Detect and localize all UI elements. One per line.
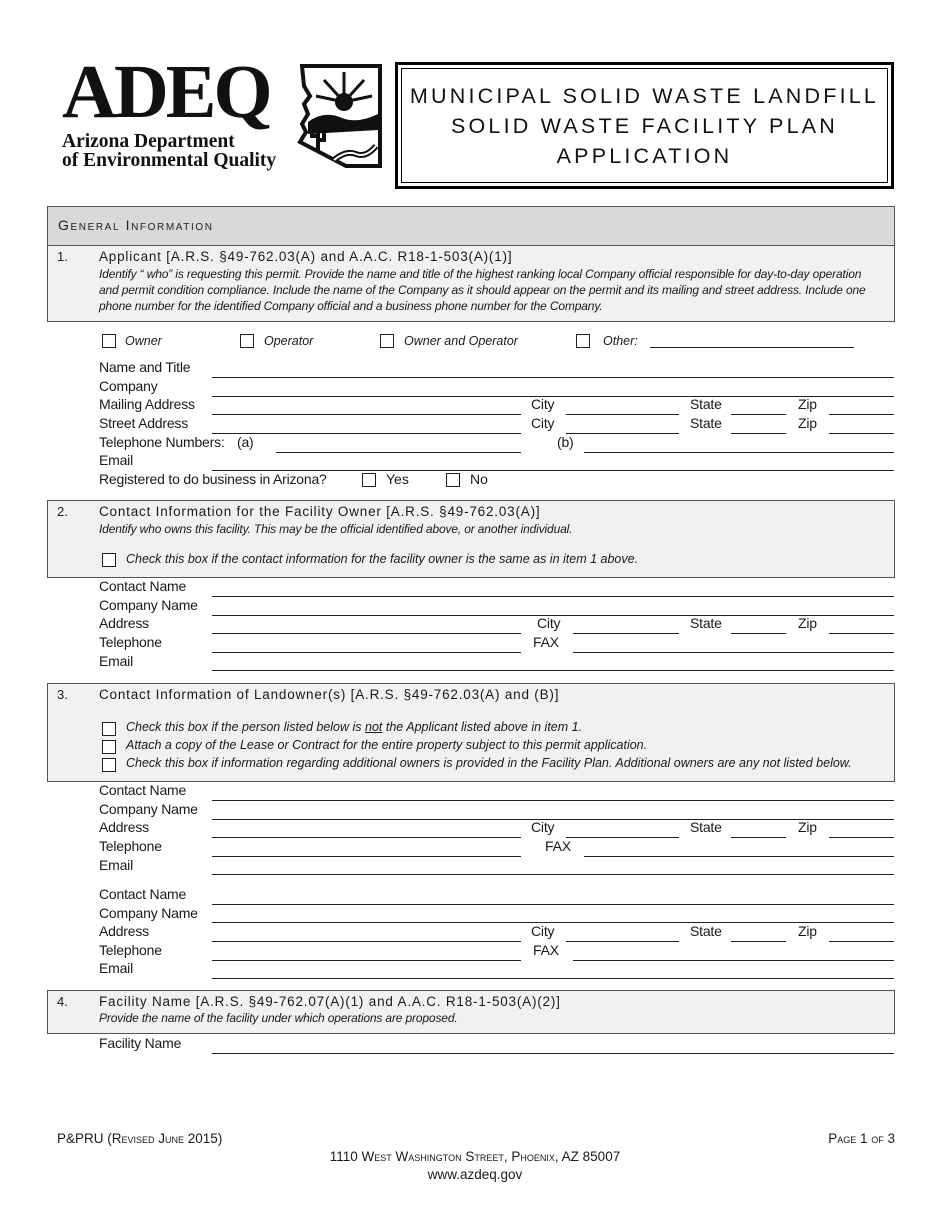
landowner1-address-label: Address — [99, 819, 149, 835]
landowner1-email-label: Email — [99, 857, 134, 873]
street-state-label: State — [690, 415, 722, 431]
arizona-emblem-icon — [294, 62, 384, 170]
landowner2-address-label: Address — [99, 923, 149, 939]
landowner1-zip-input[interactable] — [829, 837, 894, 838]
owner-same-checkbox[interactable] — [102, 553, 116, 567]
owner-checkbox[interactable] — [102, 334, 116, 348]
owner-state-label: State — [690, 615, 722, 631]
landowner2-email-label: Email — [99, 960, 134, 976]
owner-same-label: Check this box if the contact information for the facility owner is the same as in item 1 above. — [126, 552, 639, 566]
item-title: Facility Name [A.R.S. §49-762.07(A)(1) and A.A.C. R18-1-503(A)(2)] — [99, 994, 561, 1009]
owner-telephone-input[interactable] — [212, 652, 521, 653]
landowner1-state-input[interactable] — [731, 837, 786, 838]
landowner2-city-input[interactable] — [566, 941, 679, 942]
footer-address: 1110 West Washington Street, Phoenix, AZ 85007 — [329, 1149, 621, 1164]
footer-website[interactable]: www.azdeq.gov — [427, 1167, 523, 1182]
owner-email-input[interactable] — [212, 670, 894, 671]
item-1-box — [47, 245, 895, 322]
facility-name-label: Facility Name — [99, 1035, 182, 1051]
item-2-box — [47, 500, 895, 578]
owner-telephone-label: Telephone — [99, 634, 162, 650]
form-revision: P&PRU (Revised June 2015) — [57, 1131, 223, 1146]
landowner1-telephone-label: Telephone — [99, 838, 162, 854]
owner-zip-input[interactable] — [829, 633, 894, 634]
registered-no-label: No — [470, 471, 488, 487]
mailing-city-input[interactable] — [566, 414, 679, 415]
logo-line-2: of Environmental Quality — [62, 150, 277, 171]
item-3-box — [47, 683, 895, 782]
landowner2-city-label: City — [531, 923, 555, 939]
registered-label: Registered to do business in Arizona? — [99, 471, 327, 487]
landowner1-zip-label: Zip — [798, 819, 817, 835]
additional-owners-checkbox[interactable] — [102, 758, 116, 772]
facility-name-input[interactable] — [212, 1053, 894, 1054]
item-title: Contact Information of Landowner(s) [A.R.S. §49-762.03(A) and (B)] — [99, 687, 560, 702]
section-header-general-information: General Information — [47, 206, 895, 246]
title-line-1: MUNICIPAL SOLID WASTE LANDFILL — [409, 83, 880, 108]
mailing-zip-input[interactable] — [829, 414, 894, 415]
registered-yes-label: Yes — [386, 471, 409, 487]
item-instruction: Identify “ who” is requesting this permit. Provide the name and title of the highest ranking local Company official responsible for day-to-day operation and permit condition compliance. Include the name of the Company as it should appear on the permit and its mailing and street address. Include one phone number for the identified Company official and a business phone number for the Company. — [99, 267, 866, 313]
other-label: Other: — [603, 334, 638, 348]
operator-label: Operator — [264, 334, 314, 348]
owner-city-label: City — [537, 615, 561, 631]
owner-email-label: Email — [99, 653, 134, 669]
street-address-label: Street Address — [99, 415, 189, 431]
landowner2-state-input[interactable] — [731, 941, 786, 942]
landowner2-telephone-input[interactable] — [212, 960, 521, 961]
registered-no-checkbox[interactable] — [446, 473, 460, 487]
street-state-input[interactable] — [731, 433, 786, 434]
item-title: Applicant [A.R.S. §49-762.03(A) and A.A.C. R18-1-503(A)(1)] — [99, 249, 513, 264]
item-number: 1. — [57, 249, 68, 264]
landowner1-address-input[interactable] — [212, 837, 521, 838]
street-zip-input[interactable] — [829, 433, 894, 434]
owner-and-operator-checkbox[interactable] — [380, 334, 394, 348]
attach-lease-label: Attach a copy of the Lease or Contract for the entire property subject to this permit application. — [126, 738, 648, 752]
landowner2-zip-label: Zip — [798, 923, 817, 939]
owner-contact-name-input[interactable] — [212, 596, 894, 597]
other-checkbox[interactable] — [576, 334, 590, 348]
landowner2-contact-name-input[interactable] — [212, 904, 894, 905]
landowner1-city-input[interactable] — [566, 837, 679, 838]
landowner1-email-input[interactable] — [212, 874, 894, 875]
landowner2-zip-input[interactable] — [829, 941, 894, 942]
landowner2-address-input[interactable] — [212, 941, 521, 942]
landowner1-telephone-input[interactable] — [212, 856, 521, 857]
name-title-input[interactable] — [212, 377, 894, 378]
street-city-input[interactable] — [566, 433, 679, 434]
owner-address-input[interactable] — [212, 633, 521, 634]
telephone-a-input[interactable] — [276, 452, 521, 453]
item-number: 4. — [57, 994, 68, 1009]
landowner-not-applicant-label: Check this box if the person listed below is not the Applicant listed above in item 1. — [126, 720, 583, 734]
additional-owners-label: Check this box if information regarding additional owners is provided in the Facility Plan. Additional owners are any not listed below. — [126, 756, 852, 770]
owner-city-input[interactable] — [573, 633, 679, 634]
landowner1-city-label: City — [531, 819, 555, 835]
landowner1-state-label: State — [690, 819, 722, 835]
owner-address-label: Address — [99, 615, 149, 631]
telephone-a-label: (a) — [237, 434, 254, 450]
item-title: Contact Information for the Facility Owner [A.R.S. §49-762.03(A)] — [99, 504, 541, 519]
landowner2-telephone-label: Telephone — [99, 942, 162, 958]
telephone-b-input[interactable] — [584, 452, 894, 453]
item-instruction: Provide the name of the facility under which operations are proposed. — [99, 1011, 458, 1025]
telephone-numbers-label: Telephone Numbers: — [99, 434, 225, 450]
landowner2-state-label: State — [690, 923, 722, 939]
mailing-zip-label: Zip — [798, 396, 817, 412]
owner-zip-label: Zip — [798, 615, 817, 631]
item-4-box — [47, 990, 895, 1034]
mailing-state-input[interactable] — [731, 414, 786, 415]
mailing-address-input[interactable] — [212, 414, 521, 415]
street-city-label: City — [531, 415, 555, 431]
owner-fax-label: FAX — [533, 634, 559, 650]
logo-line-1: Arizona Department — [62, 131, 235, 152]
landowner2-email-input[interactable] — [212, 978, 894, 979]
landowner2-fax-input[interactable] — [573, 960, 894, 961]
other-input[interactable] — [650, 347, 854, 348]
owner-fax-input[interactable] — [573, 652, 894, 653]
registered-yes-checkbox[interactable] — [362, 473, 376, 487]
owner-and-operator-label: Owner and Operator — [404, 334, 518, 348]
street-zip-label: Zip — [798, 415, 817, 431]
logo-acronym: ADEQ — [62, 50, 270, 134]
landowner1-fax-input[interactable] — [584, 856, 894, 857]
name-title-label: Name and Title — [99, 359, 191, 375]
landowner2-fax-label: FAX — [533, 942, 559, 958]
email-label: Email — [99, 452, 134, 468]
owner-state-input[interactable] — [731, 633, 786, 634]
adeq-logo — [62, 50, 387, 175]
owner-contact-name-label: Contact Name — [99, 578, 187, 594]
company-label: Company — [99, 378, 158, 394]
item-number: 3. — [57, 687, 68, 702]
title-line-3: APPLICATION — [556, 143, 733, 168]
mailing-address-label: Mailing Address — [99, 396, 195, 412]
landowner2-contact-name-label: Contact Name — [99, 886, 187, 902]
item-number: 2. — [57, 504, 68, 519]
telephone-b-label: (b) — [557, 434, 574, 450]
mailing-city-label: City — [531, 396, 555, 412]
street-address-input[interactable] — [212, 433, 521, 434]
landowner-not-applicant-checkbox[interactable] — [102, 722, 116, 736]
mailing-state-label: State — [690, 396, 722, 412]
landowner1-contact-name-label: Contact Name — [99, 782, 187, 798]
attach-lease-checkbox[interactable] — [102, 740, 116, 754]
operator-checkbox[interactable] — [240, 334, 254, 348]
landowner1-fax-label: FAX — [545, 838, 571, 854]
page-number: Page 1 of 3 — [828, 1131, 895, 1146]
landowner1-contact-name-input[interactable] — [212, 800, 894, 801]
owner-label: Owner — [125, 334, 162, 348]
item-instruction: Identify who owns this facility. This may be the official identified above, or another individual. — [99, 522, 573, 536]
title-line-2: SOLID WASTE FACILITY PLAN — [450, 113, 839, 138]
landowner1-company-name-label: Company Name — [99, 801, 198, 817]
landowner2-company-name-label: Company Name — [99, 905, 198, 921]
form-title-box — [395, 62, 894, 189]
owner-company-name-label: Company Name — [99, 597, 198, 613]
